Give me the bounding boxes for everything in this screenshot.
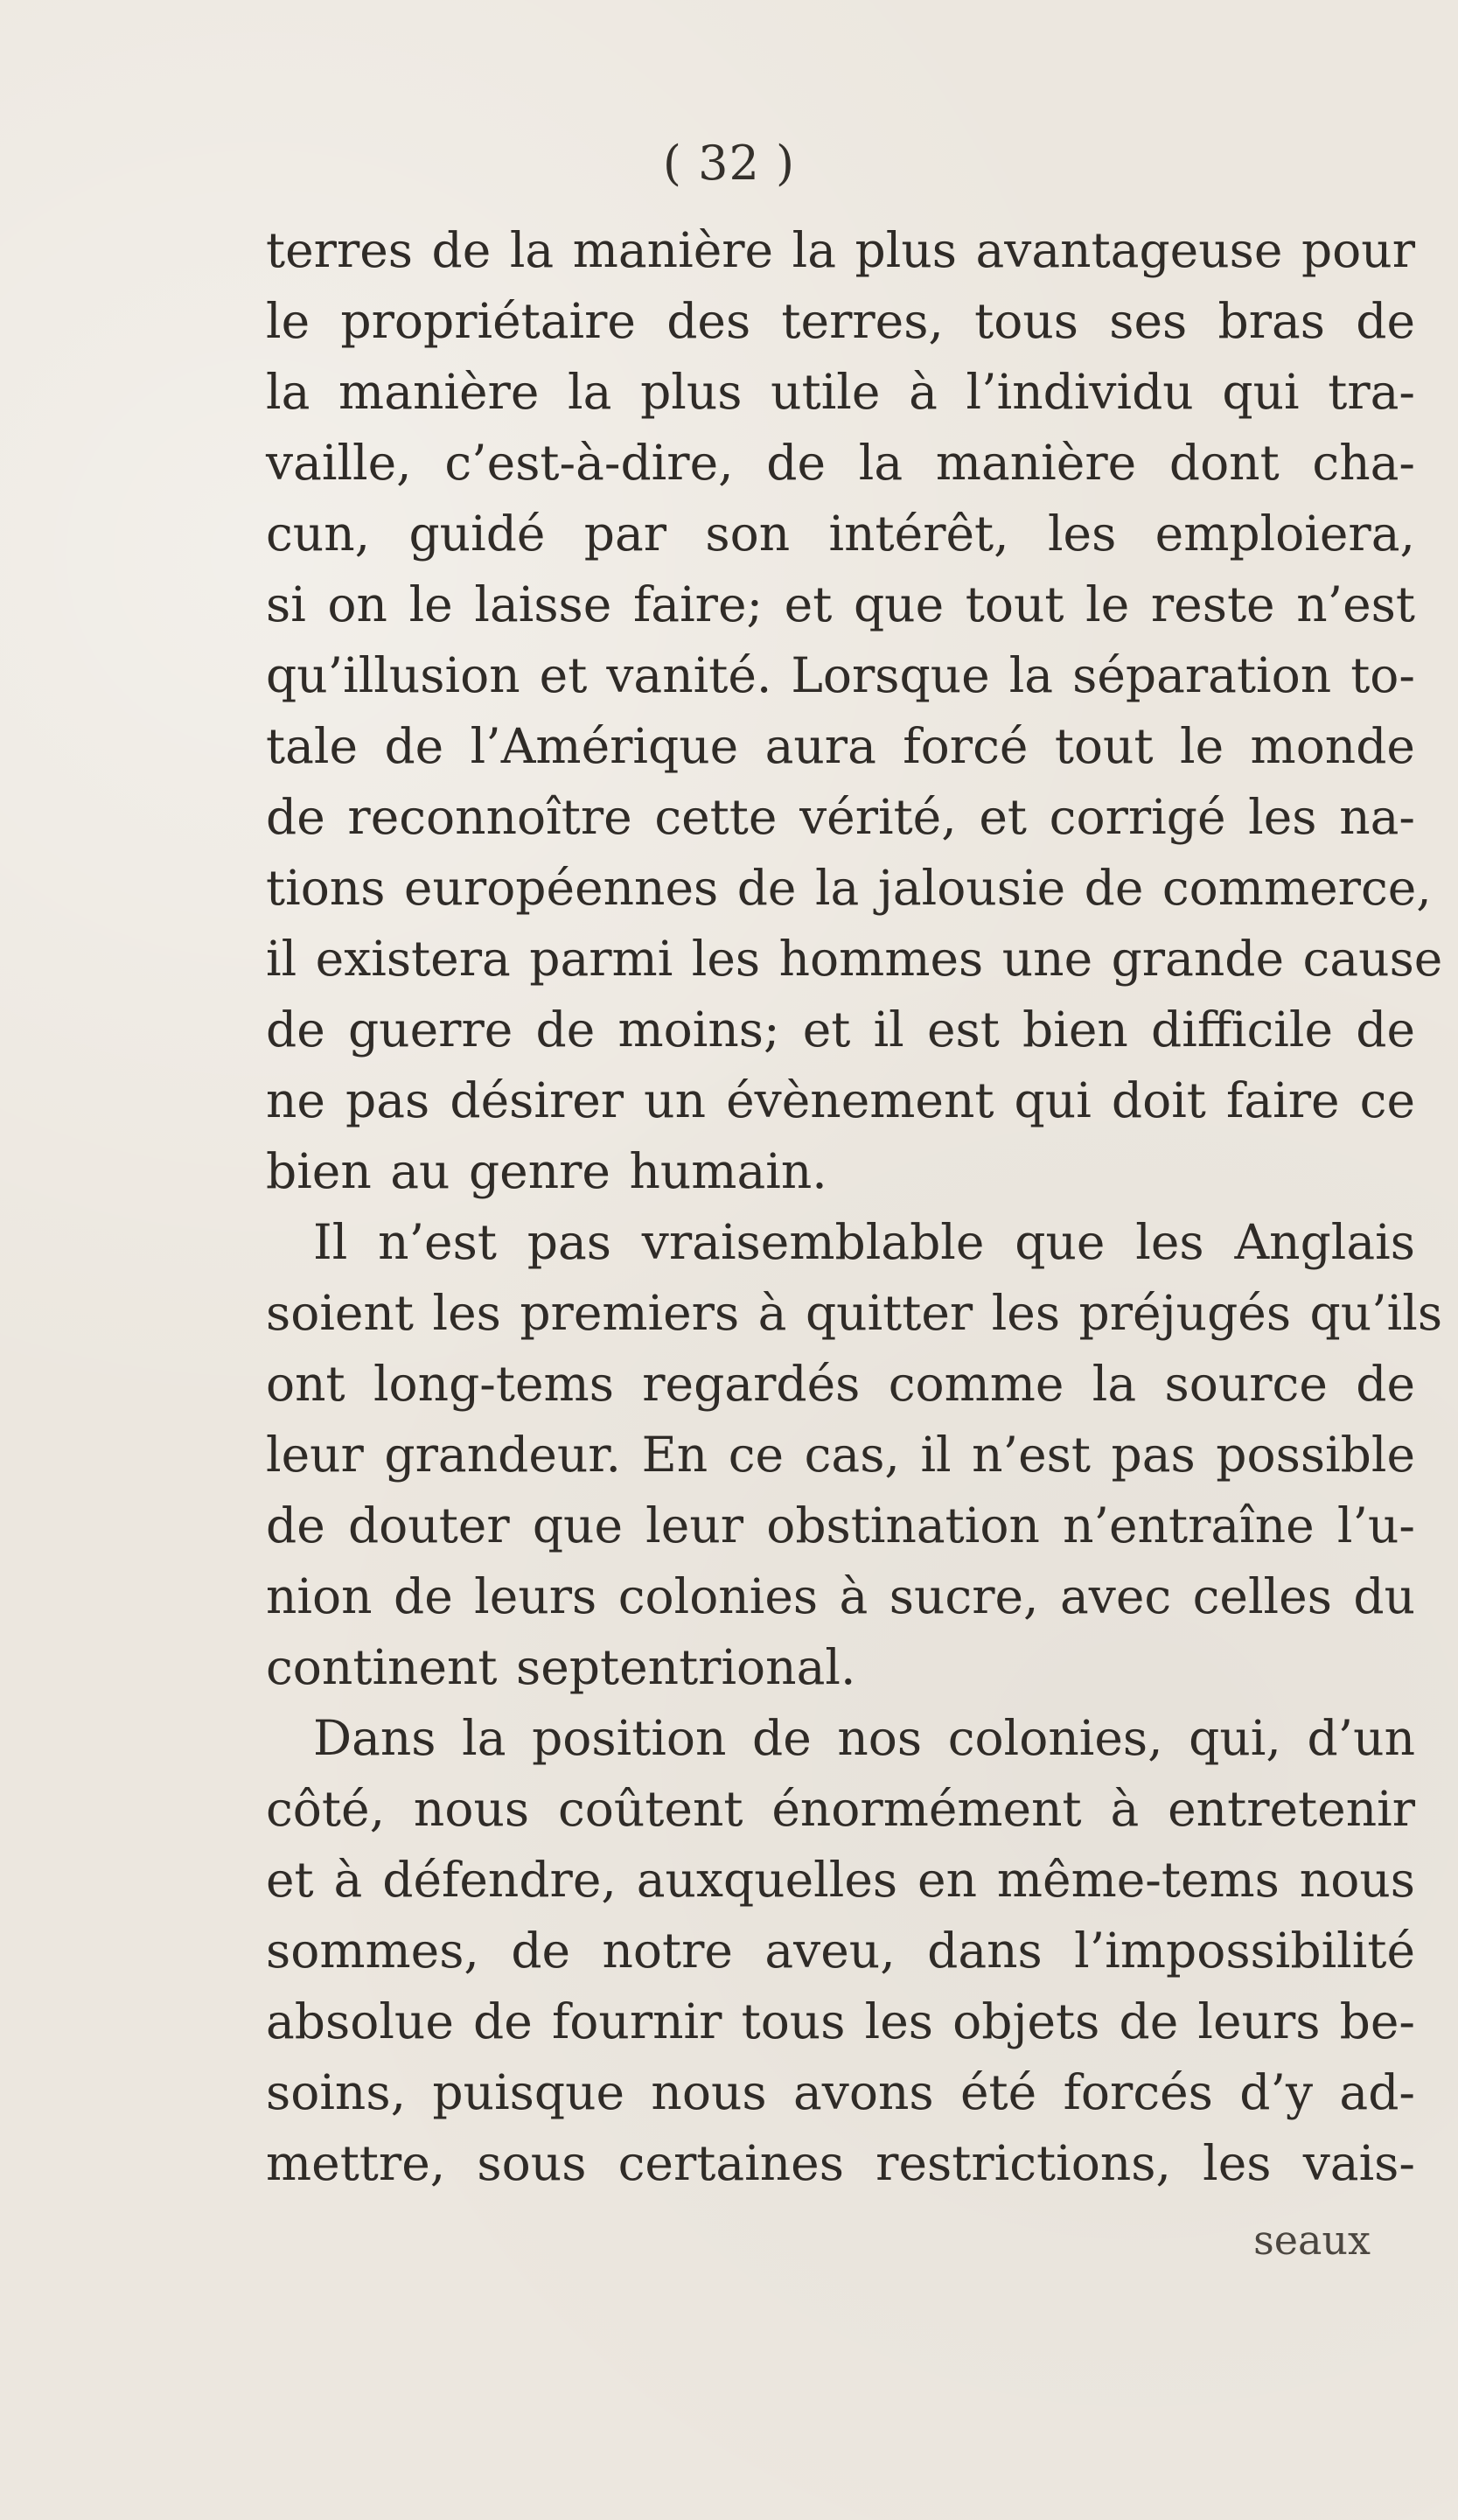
paragraph-end-line: bien au genre humain. [266,1143,827,1199]
paragraph-start-line: Il n’est pas vraisemblable que les Anglais [313,1214,1415,1270]
text-line: et à défendre, auxquelles en même-tems nous [266,1852,1415,1908]
page-number: ( 32 ) [662,136,796,191]
text-line: il existera parmi les hommes une grande cause [266,931,1443,987]
text-line: tale de l’Amérique aura forcé tout le monde [266,718,1415,774]
text-line: de guerre de moins; et il est bien difficile de [266,1002,1415,1058]
text-line: le propriétaire des terres, tous ses bras de [266,293,1415,349]
text-line: qu’illusion et vanité. Lorsque la séparation to- [266,647,1415,703]
text-line: sommes, de notre aveu, dans l’impossibilité [266,1923,1415,1979]
text-line: la manière la plus utile à l’individu qui tra- [266,364,1415,420]
text-line: vaille, c’est-à-dire, de la manière dont cha- [266,435,1415,491]
text-line: côté, nous coûtent énormément à entretenir [266,1781,1415,1837]
text-line: terres de la manière la plus avantageuse pour [266,222,1415,278]
text-line: soins, puisque nous avons été forcés d’y ad- [266,2064,1415,2120]
text-line: mettre, sous certaines restrictions, les vais- [266,2135,1415,2191]
paragraph-start-line: Dans la position de nos colonies, qui, d’un [313,1710,1415,1766]
text-line: tions européennes de la jalousie de commerce, [266,860,1432,916]
text-line: si on le laisse faire; et que tout le reste n’est [266,576,1415,632]
body-text [266,215,1443,2199]
text-line: de reconnoître cette vérité, et corrigé les na- [266,789,1415,845]
catchword: seaux [1253,2216,1371,2264]
text-line: soient les premiers à quitter les préjugés qu’ils [266,1285,1443,1341]
text-line: de douter que leur obstination n’entraîne l’u- [266,1497,1415,1553]
text-line: ne pas désirer un évènement qui doit faire ce [266,1072,1415,1128]
paragraph-end-line: continent septentrional. [266,1639,856,1695]
text-line: cun, guidé par son intérêt, les emploiera, [266,506,1415,562]
text-line: nion de leurs colonies à sucre, avec celles du [266,1568,1415,1624]
text-line: absolue de fournir tous les objets de leurs be- [266,1993,1415,2049]
text-line: leur grandeur. En ce cas, il n’est pas possible [266,1427,1415,1483]
text-line: ont long-tems regardés comme la source de [266,1356,1415,1412]
